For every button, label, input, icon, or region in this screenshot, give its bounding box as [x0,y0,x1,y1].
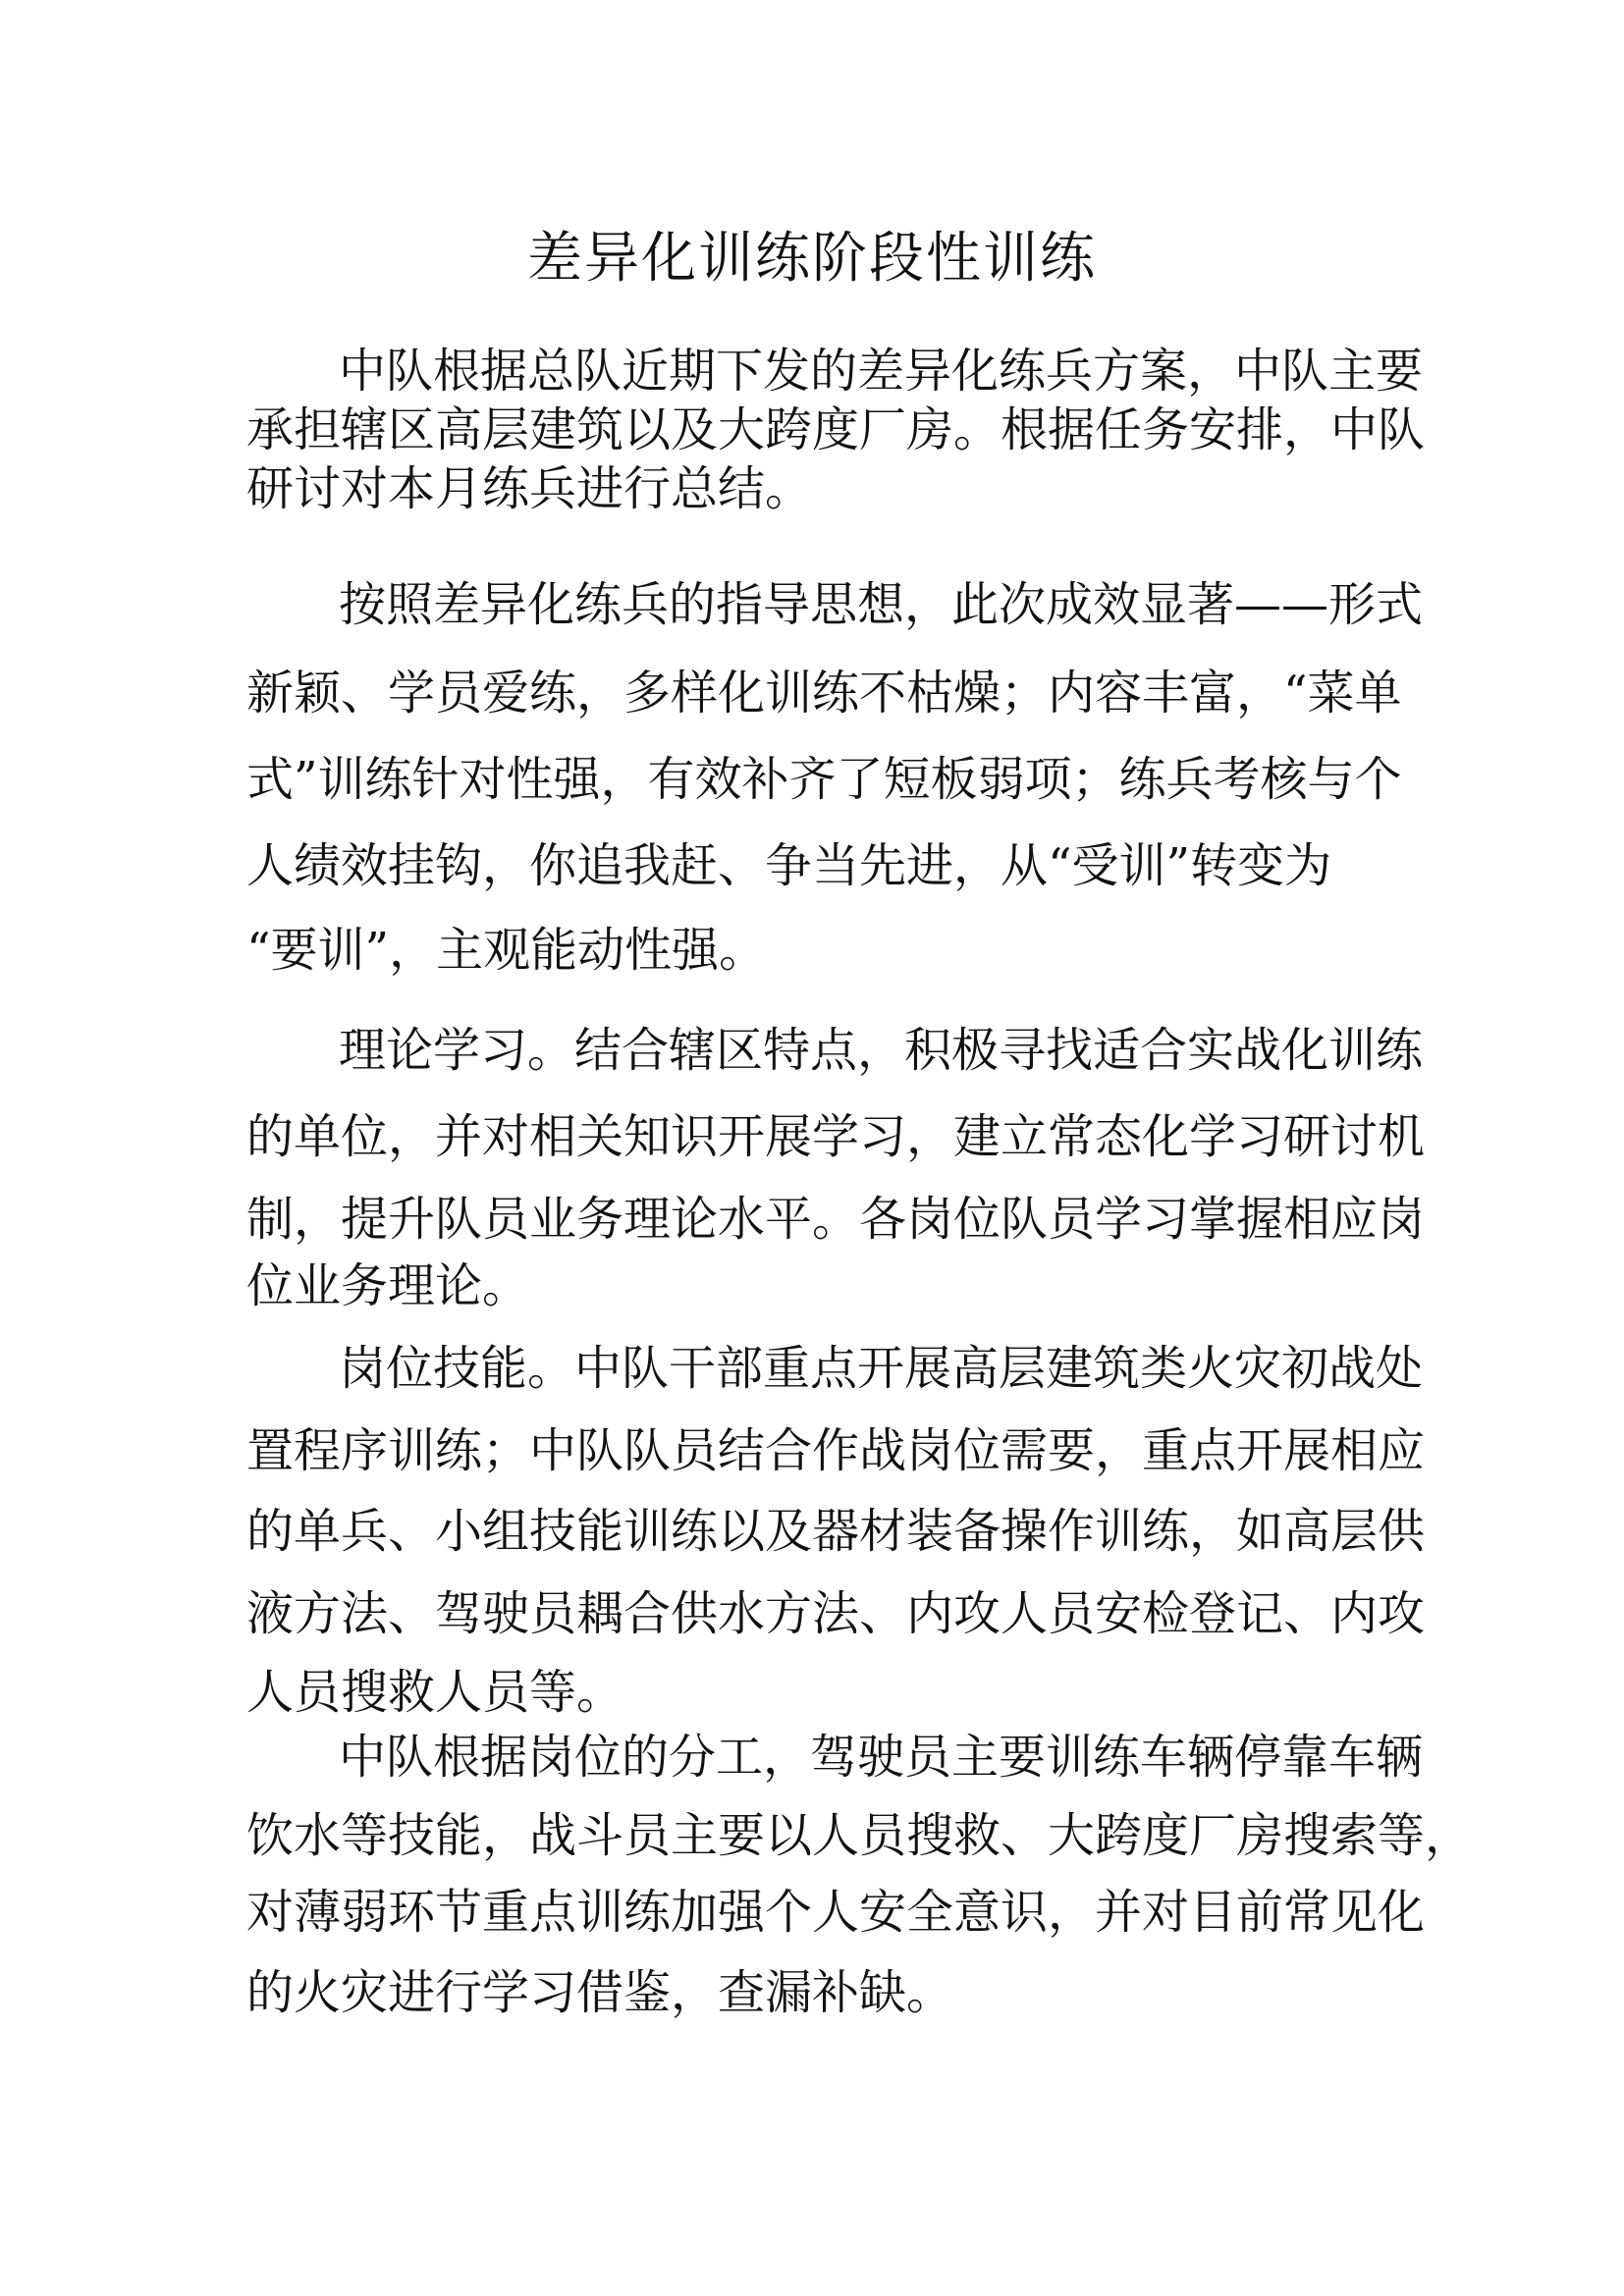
text-line: 式”训练针对性强，有效补齐了短板弱项；练兵考核与个 [246,752,1402,807]
text-line: 的火灾进行学习借鉴，查漏补缺。 [246,1965,954,2020]
text-line: 制，提升队员业务理论水平。各岗位队员学习掌握相应岗 [246,1192,1426,1247]
text-line: 新颖、学员爱练，多样化训练不枯燥；内容丰富，“菜单 [246,666,1402,721]
text-line: 人绩效挂钩，你追我赶、争当先进，从“受训”转变为 [246,838,1332,893]
text-line: “要训”，主观能动性强。 [246,923,767,978]
text-line: 的单兵、小组技能训练以及器材装备操作训练，如高层供 [246,1504,1426,1559]
text-line: 饮水等技能，战斗员主要以人员搜救、大跨度厂房搜索等， [246,1808,1473,1863]
text-line: 研讨对本月练兵进行总结。 [246,461,813,516]
text-line: 承担辖区高层建筑以及大跨度厂房。根据任务安排，中队 [246,402,1426,457]
text-line: 人员搜救人员等。 [246,1665,624,1720]
text-line: 对薄弱环节重点训练加强个人安全意识，并对目前常见化 [246,1885,1426,1940]
document-title: 差异化训练阶段性训练 [527,227,1097,291]
text-line: 的单位，并对相关知识开展学习，建立常态化学习研讨机 [246,1109,1426,1164]
text-line: 位业务理论。 [246,1258,530,1313]
text-line: 岗位技能。中队干部重点开展高层建筑类火灾初战处 [339,1341,1424,1396]
text-line: 理论学习。结合辖区特点，积极寻找适合实战化训练 [339,1023,1424,1078]
text-line: 置程序训练；中队队员结合作战岗位需要，重点开展相应 [246,1423,1426,1478]
text-line: 液方法、驾驶员耦合供水方法、内攻人员安检登记、内攻 [246,1586,1426,1641]
text-line: 中队根据岗位的分工，驾驶员主要训练车辆停靠车辆 [339,1730,1424,1785]
text-line: 按照差异化练兵的指导思想，此次成效显著——形式 [339,577,1424,632]
text-line: 中队根据总队近期下发的差异化练兵方案，中队主要 [339,344,1424,399]
